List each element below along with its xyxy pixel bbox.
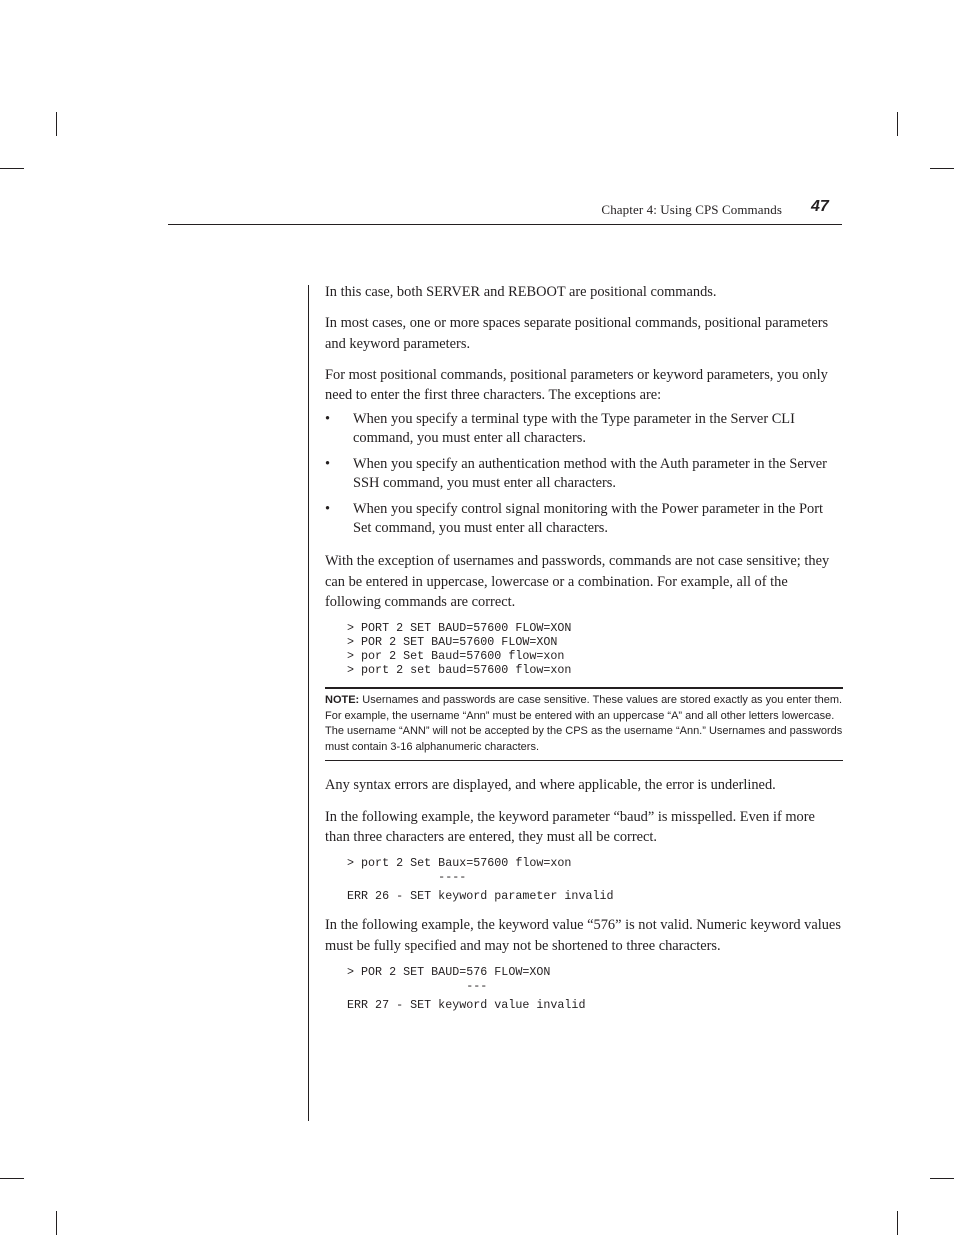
list-item-text: When you specify control signal monitoring with the Power parameter in the Port Set command, you must enter all characters. bbox=[353, 501, 823, 536]
paragraph: In the following example, the keyword parameter “baud” is misspelled. Even if more than three characters are entered, they must all be correct. bbox=[325, 808, 815, 845]
paragraph: Any syntax errors are displayed, and where applicable, the error is underlined. bbox=[325, 777, 776, 794]
code-line: > por 2 Set Baud=57600 flow=xon bbox=[347, 649, 565, 664]
code-line: > port 2 Set Baux=57600 flow=xon bbox=[347, 856, 572, 871]
crop-mark bbox=[897, 1211, 898, 1235]
bullet-marker: • bbox=[325, 411, 331, 428]
crop-mark bbox=[897, 112, 898, 136]
margin-rule bbox=[308, 285, 309, 1121]
code-example bbox=[347, 621, 843, 677]
code-line: > port 2 set baud=57600 flow=xon bbox=[347, 663, 572, 678]
list-item bbox=[325, 455, 843, 492]
crop-mark bbox=[56, 1211, 57, 1235]
error-message: ERR 27 - SET keyword value invalid bbox=[347, 997, 586, 1012]
crop-mark bbox=[930, 168, 954, 169]
bullet-marker: • bbox=[325, 501, 331, 518]
list-item-text: When you specify an authentication method with the Auth parameter in the Server SSH command, you must enter all characters. bbox=[353, 456, 827, 491]
header-rule bbox=[168, 224, 842, 225]
error-message: ERR 26 - SET keyword parameter invalid bbox=[347, 889, 614, 904]
crop-mark bbox=[0, 168, 24, 169]
paragraph: In most cases, one or more spaces separate positional commands, positional parameters and keyword parameters. bbox=[325, 315, 829, 352]
code-example bbox=[347, 856, 843, 903]
list-item-text: When you specify a terminal type with the Type parameter in the Server CLI command, you must enter all characters. bbox=[353, 411, 795, 446]
paragraph: In the following example, the keyword value “576” is not valid. Numeric keyword values must be fully specified and may not be shortened to three characters. bbox=[325, 917, 841, 954]
page-body bbox=[325, 282, 843, 1023]
code-line: > POR 2 SET BAU=57600 FLOW=XON bbox=[347, 635, 558, 650]
error-underline: --- bbox=[347, 978, 488, 993]
page-number: 47 bbox=[811, 198, 829, 215]
exceptions-list bbox=[325, 410, 843, 537]
chapter-title: Chapter 4: Using CPS Commands bbox=[601, 202, 782, 217]
code-line: > POR 2 SET BAUD=576 FLOW=XON bbox=[347, 964, 551, 979]
list-item bbox=[325, 500, 843, 537]
crop-mark bbox=[0, 1178, 24, 1179]
crop-mark bbox=[930, 1178, 954, 1179]
paragraph: For most positional commands, positional parameters or keyword parameters, you only need to enter the first three characters. The exceptions are: bbox=[325, 366, 828, 404]
running-head bbox=[0, 198, 954, 218]
code-example bbox=[347, 965, 843, 1012]
note-box bbox=[325, 687, 843, 761]
error-underline: ---- bbox=[347, 870, 467, 885]
crop-mark bbox=[56, 112, 57, 136]
paragraph: In this case, both SERVER and REBOOT are positional commands. bbox=[325, 284, 717, 300]
note-text: Usernames and passwords are case sensitive. These values are stored exactly as you enter them. For example, the username “Ann” must be entered with an uppercase “A” and all other letters lowercase. The username “ANN” will not be accepted by the CPS as the username “Ann.” Usernames and passwords must contain 3-16 alphanumeric characters. bbox=[325, 694, 843, 753]
note-label: NOTE: bbox=[325, 694, 360, 707]
list-item bbox=[325, 410, 843, 447]
paragraph: With the exception of usernames and passwords, commands are not case sensitive; they can be entered in uppercase, lowercase or a combination. For example, all of the following commands are correct. bbox=[325, 553, 830, 611]
code-line: > PORT 2 SET BAUD=57600 FLOW=XON bbox=[347, 621, 572, 636]
bullet-marker: • bbox=[325, 456, 331, 473]
